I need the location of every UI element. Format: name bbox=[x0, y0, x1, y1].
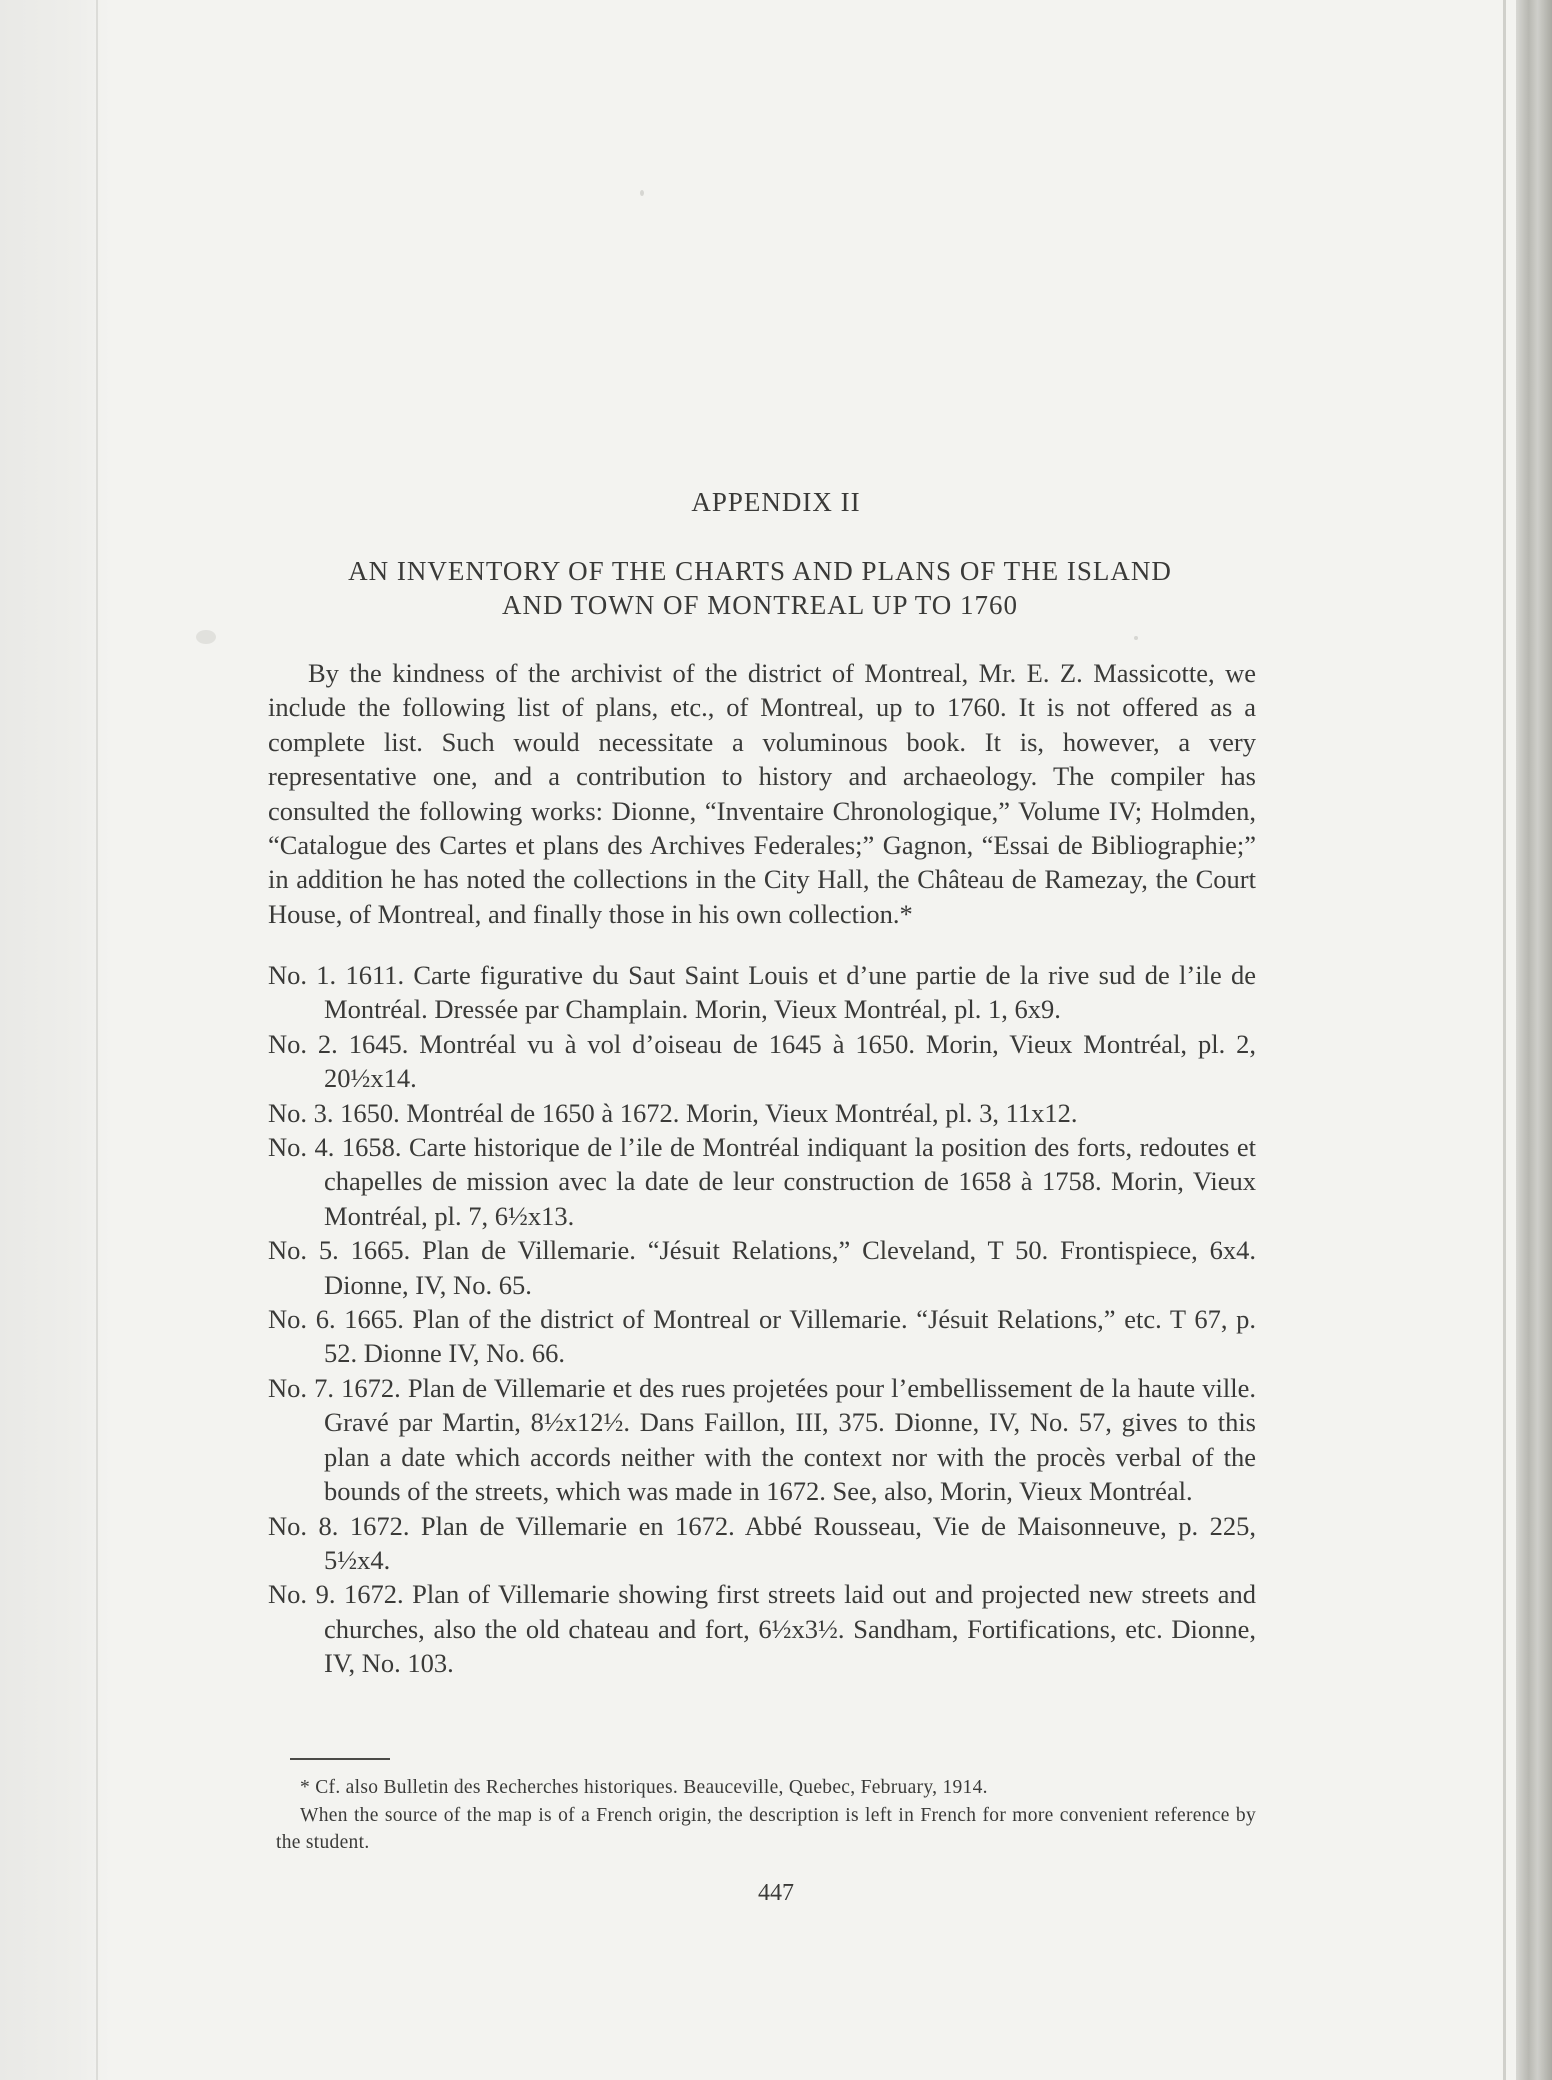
paper-speck bbox=[196, 630, 216, 644]
inventory-entry-4: No. 4. 1658. Carte historique de l’ile de Montréal indiquant la position des forts, redoutes et chapelles de mission avec la date de leur construction de 1658 à 1758. Morin, Vieux Montréal, pl. 7, 6½x13. bbox=[268, 1132, 1256, 1231]
intro-paragraph: By the kindness of the archivist of the district of Montreal, Mr. E. Z. Massicotte, we include the following list of plans, etc., of Montreal, up to 1760. It is not offered as a complete list. Such would necessitate a voluminous book. It is, however, a very representative one, and a contribution to history and archaeology. The compiler has consulted the following works: Dionne, “Inventaire Chronologique,” Volume IV; Holmden, “Catalogue des Cartes et plans des Archives Federales;” Gagnon, “Essai de Bibliographie;” in addition he has noted the collections in the City Hall, the Château de Ramezay, the Court House, of Montreal, and finally those in his own collection.* bbox=[268, 658, 1256, 929]
footnote-2: When the source of the map is of a French origin, the description is left in French for more convenient reference by the student. bbox=[276, 1805, 1256, 1853]
title-line-2: AND TOWN OF MONTREAL UP TO 1760 bbox=[501, 590, 1019, 620]
left-page-margin bbox=[0, 0, 110, 2080]
paper-speck bbox=[640, 190, 644, 196]
paper-speck bbox=[1134, 636, 1138, 640]
inventory-list bbox=[268, 958, 1256, 1681]
inventory-entry-1: No. 1. 1611. Carte figurative du Saut Saint Louis et d’une partie de la rive sud de l’ile de Montréal. Dressée par Champlain. Morin, Vieux Montréal, pl. 1, 6x9. bbox=[268, 960, 1256, 1025]
page-number: 447 bbox=[758, 1880, 794, 1906]
inventory-entry-9: No. 9. 1672. Plan of Villemarie showing first streets laid out and projected new streets and churches, also the old chateau and fort, 6½x3½. Sandham, Fortifications, etc. Dionne, IV, No. 103. bbox=[268, 1579, 1256, 1679]
inventory-entry-3: No. 3. 1650. Montréal de 1650 à 1672. Morin, Vieux Montréal, pl. 3, 11x12. bbox=[268, 1097, 1078, 1128]
inventory-entry-7: No. 7. 1672. Plan de Villemarie et des rues projetées pour l’embellissement de la haute ville. Gravé par Martin, 8½x12½. Dans Faillon, III, 375. Dionne, IV, No. 57, gives to this plan a date which accords neither with the context nor with the procès verbal of the bounds of the streets, which was made in 1672. See, also, Morin, Vieux Montréal. bbox=[268, 1372, 1256, 1507]
inventory-entry-8: No. 8. 1672. Plan de Villemarie en 1672. Abbé Rousseau, Vie de Maisonneuve, p. 225, 5½x4. bbox=[268, 1510, 1256, 1575]
inventory-entry-2: No. 2. 1645. Montréal vu à vol d’oiseau de 1645 à 1650. Morin, Vieux Montréal, pl. 2, 20½x14. bbox=[268, 1028, 1256, 1094]
footnote-1: * Cf. also Bulletin des Recherches historiques. Beauceville, Quebec, February, 1914. bbox=[300, 1777, 988, 1798]
title-line-1: AN INVENTORY OF THE CHARTS AND PLANS OF THE ISLAND bbox=[348, 556, 1172, 586]
footnote-rule bbox=[290, 1758, 390, 1760]
right-page-edge bbox=[1503, 0, 1506, 2080]
book-binding-edge bbox=[1516, 0, 1552, 2080]
inventory-entry-5: No. 5. 1665. Plan de Villemarie. “Jésuit Relations,” Cleveland, T 50. Frontispiece, 6x4. Dionne, IV, No. 65. bbox=[268, 1235, 1256, 1300]
appendix-label: APPENDIX II bbox=[691, 487, 861, 517]
inventory-entry-6: No. 6. 1665. Plan of the district of Montreal or Villemarie. “Jésuit Relations,” etc. T 67, p. 52. Dionne IV, No. 66. bbox=[268, 1304, 1256, 1369]
left-page-edge bbox=[96, 0, 98, 2080]
